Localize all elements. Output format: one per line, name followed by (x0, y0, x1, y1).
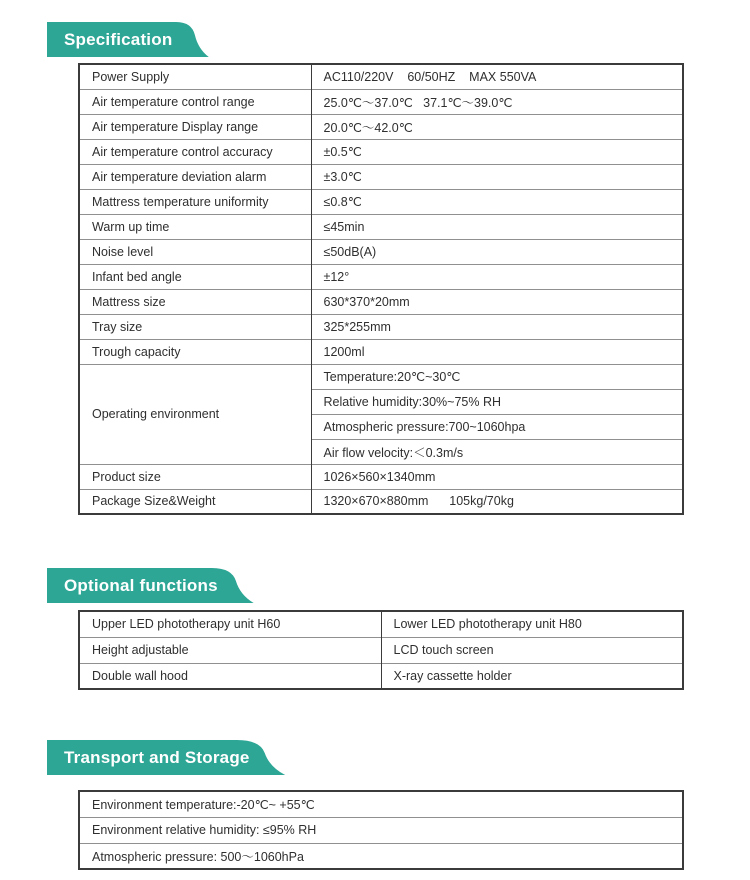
spec-value-cell: ±0.5℃ (311, 139, 683, 164)
spec-value-cell: 1320×670×880mm 105kg/70kg (311, 489, 683, 514)
table-row (79, 339, 683, 364)
section-title: Transport and Storage (64, 748, 250, 767)
spec-value-cell: 1026×560×1340mm (311, 464, 683, 489)
spec-value-cell: Temperature:20℃~30℃ (311, 364, 683, 389)
section-banner-transport-storage (47, 740, 288, 775)
table-row (79, 843, 683, 869)
table-row (79, 791, 683, 817)
table-row (79, 64, 683, 89)
optional-right-cell: LCD touch screen (381, 637, 683, 663)
spec-label-cell: Noise level (79, 239, 311, 264)
optional-right-cell: X-ray cassette holder (381, 663, 683, 689)
spec-label-cell: Air temperature Display range (79, 114, 311, 139)
spec-label-cell: Trough capacity (79, 339, 311, 364)
section-title: Specification (64, 30, 173, 49)
specification-table (78, 63, 684, 515)
table-row (79, 663, 683, 689)
table-row (79, 264, 683, 289)
section-banner-specification (47, 22, 210, 57)
transport-storage-table (78, 790, 684, 870)
optional-functions-table (78, 610, 684, 690)
spec-label-cell: Mattress temperature uniformity (79, 189, 311, 214)
spec-label-cell: Air temperature deviation alarm (79, 164, 311, 189)
spec-value-cell: Atmospheric pressure:700~1060hpa (311, 414, 683, 439)
optional-right-cell: Lower LED phototherapy unit H80 (393, 617, 582, 632)
spec-value-cell: AC110/220V 60/50HZ MAX 550VA (323, 69, 537, 84)
spec-label-cell: Package Size&Weight (79, 489, 311, 514)
table-row (79, 139, 683, 164)
spec-value-cell: Air flow velocity:＜0.3m/s (311, 439, 683, 464)
table-row (79, 489, 683, 514)
spec-value-cell: Relative humidity:30%~75% RH (311, 389, 683, 414)
spec-value-cell: ≤50dB(A) (311, 239, 683, 264)
spec-value-cell: ±12° (311, 264, 683, 289)
table-row (79, 817, 683, 843)
spec-value-cell: 1200ml (311, 339, 683, 364)
spec-value-cell: 25.0℃～37.0℃ 37.1℃～39.0℃ (311, 89, 683, 114)
optional-left-cell: Upper LED phototherapy unit H60 (79, 611, 381, 637)
table-row (79, 164, 683, 189)
spec-value-cell: ≤45min (311, 214, 683, 239)
table-row (79, 289, 683, 314)
table-row (79, 611, 683, 637)
spec-label-cell: Mattress size (79, 289, 311, 314)
spec-value-cell: 325*255mm (311, 314, 683, 339)
table-row (79, 464, 683, 489)
table-row (79, 214, 683, 239)
spec-label-cell: Product size (79, 464, 311, 489)
spec-label-cell: Power Supply (79, 64, 311, 89)
transport-cell: Environment temperature:-20℃~ +55℃ (92, 797, 315, 812)
spec-value-cell: ≤0.8℃ (311, 189, 683, 214)
section-banner-optional-functions (47, 568, 256, 603)
table-row (79, 89, 683, 114)
table-row (79, 314, 683, 339)
optional-left-cell: Height adjustable (79, 637, 381, 663)
spec-label-cell: Air temperature control accuracy (79, 139, 311, 164)
spec-value-cell: 20.0℃～42.0℃ (311, 114, 683, 139)
spec-label-cell: Warm up time (79, 214, 311, 239)
table-row (79, 239, 683, 264)
spec-value-cell: ±3.0℃ (311, 164, 683, 189)
spec-label-cell: Air temperature control range (79, 89, 311, 114)
spec-label-cell: Infant bed angle (79, 264, 311, 289)
table-row (79, 189, 683, 214)
table-row (79, 364, 683, 389)
spec-label-cell: Tray size (79, 314, 311, 339)
spec-label-cell-operating-environment: Operating environment (79, 364, 311, 464)
transport-cell: Environment relative humidity: ≤95% RH (79, 817, 683, 843)
section-title: Optional functions (64, 576, 218, 595)
table-row (79, 637, 683, 663)
optional-left-cell: Double wall hood (79, 663, 381, 689)
transport-cell: Atmospheric pressure: 500～1060hPa (79, 843, 683, 869)
spec-value-cell: 630*370*20mm (311, 289, 683, 314)
table-row (79, 114, 683, 139)
